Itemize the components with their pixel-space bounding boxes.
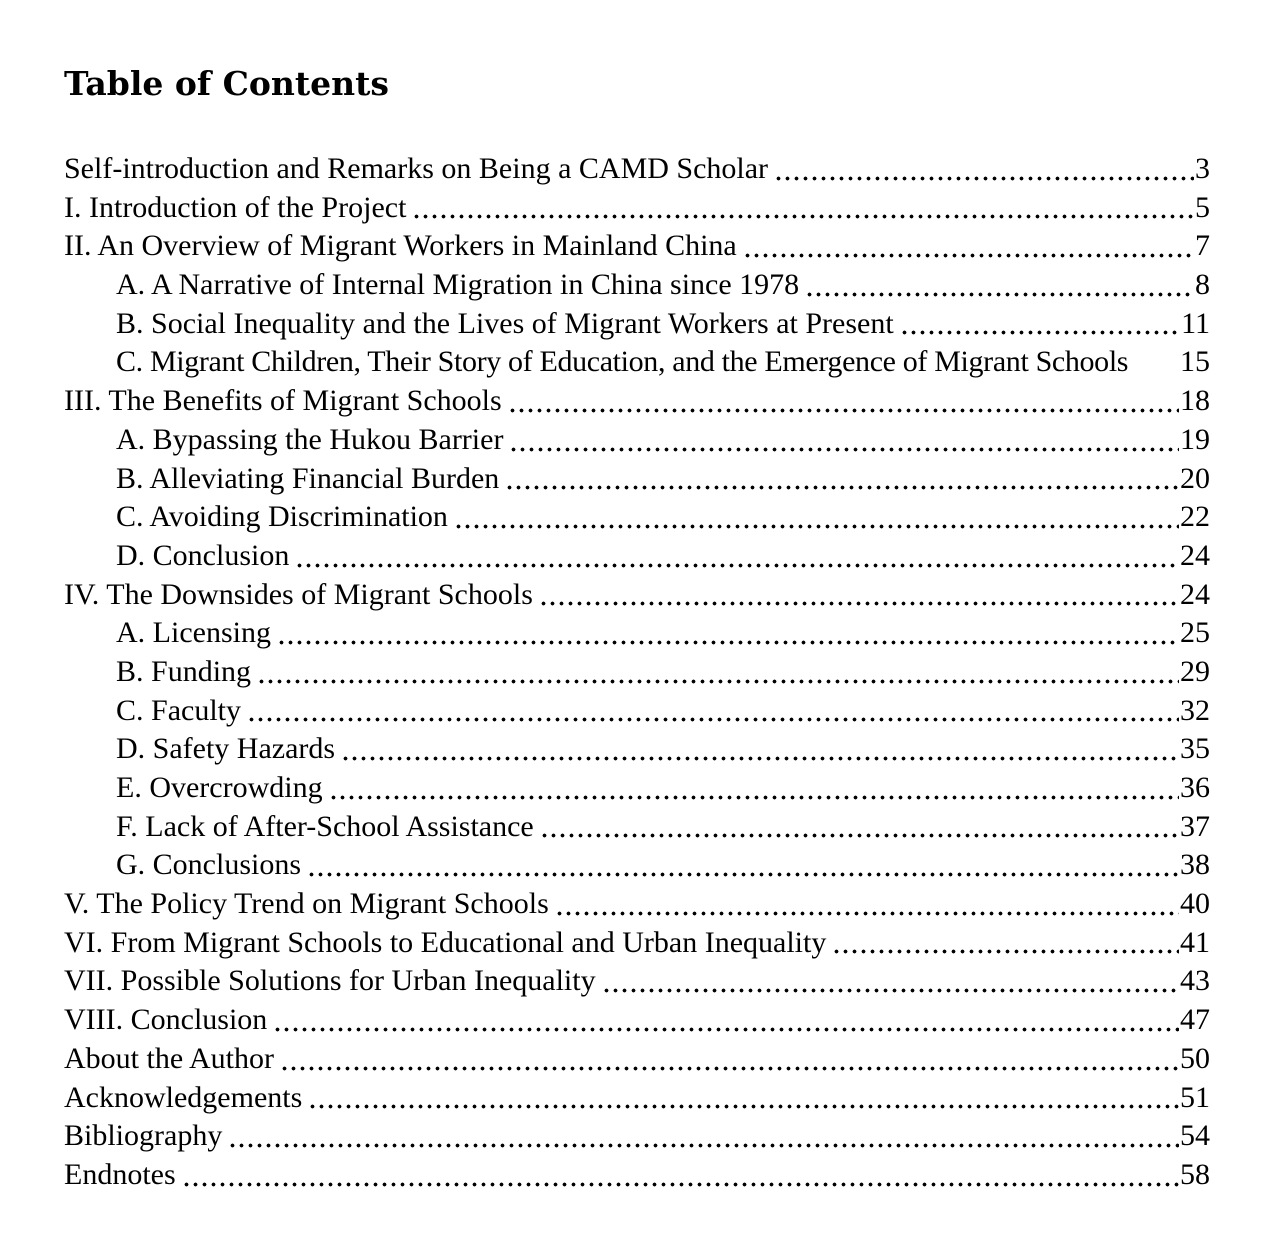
toc-entry-page: 37 [1180, 809, 1210, 843]
toc-entry-page: 40 [1180, 887, 1210, 921]
toc-entry-label: IV. The Downsides of Migrant Schools [64, 577, 533, 611]
dot-leader-icon [743, 227, 1194, 266]
dot-leader-icon [505, 460, 1179, 499]
toc-entry-page: 41 [1180, 925, 1210, 959]
toc-entry-label: A. Bypassing the Hukou Barrier [116, 422, 504, 456]
dot-leader-icon [900, 305, 1180, 344]
toc-list [64, 150, 1210, 1195]
toc-entry[interactable] [64, 962, 1210, 1001]
dot-leader-icon [277, 614, 1179, 653]
toc-entry[interactable] [64, 924, 1210, 963]
toc-entry-label: C. Faculty [116, 693, 241, 727]
dot-leader-icon [257, 653, 1179, 692]
dot-leader-icon [454, 498, 1179, 537]
toc-entry-page: 38 [1180, 848, 1210, 882]
dot-leader-icon [832, 924, 1179, 963]
toc-entry-page: 25 [1180, 616, 1210, 650]
toc-entry-label: V. The Policy Trend on Migrant Schools [64, 887, 549, 921]
toc-entry-page: 47 [1180, 1003, 1210, 1037]
toc-entry[interactable] [64, 808, 1210, 847]
toc-entry[interactable] [64, 343, 1210, 382]
dot-leader-icon [1128, 343, 1179, 382]
toc-entry-page: 35 [1180, 732, 1210, 766]
toc-entry-label: G. Conclusions [116, 848, 302, 882]
dot-leader-icon [341, 730, 1179, 769]
toc-entry-page: 32 [1180, 693, 1210, 727]
dot-leader-icon [412, 189, 1194, 228]
dot-leader-icon [280, 1040, 1179, 1079]
toc-entry[interactable] [64, 885, 1210, 924]
toc-entry-page: 22 [1180, 500, 1210, 534]
dot-leader-icon [805, 266, 1194, 305]
toc-entry-label: B. Funding [116, 654, 252, 688]
toc-entry[interactable] [64, 730, 1210, 769]
toc-entry[interactable] [64, 769, 1210, 808]
toc-entry-page: 20 [1180, 461, 1210, 495]
toc-entry[interactable] [64, 305, 1210, 344]
toc-entry-page: 36 [1180, 771, 1210, 804]
toc-entry[interactable] [64, 382, 1210, 421]
toc-entry-label: I. Introduction of the Project [64, 190, 407, 224]
toc-entry-label: Self-introduction and Remarks on Being a CAMD Scholar [64, 152, 769, 185]
toc-entry-label: F. Lack of After-School Assistance [116, 809, 534, 843]
toc-entry-label: E. Overcrowding [116, 771, 323, 804]
toc-entry-label: C. Avoiding Discrimination [116, 500, 448, 534]
toc-entry-label: Bibliography [64, 1119, 223, 1153]
toc-entry-page: 24 [1180, 538, 1210, 572]
toc-entry-page: 7 [1195, 229, 1210, 263]
toc-entry-page: 29 [1180, 654, 1210, 688]
toc-entry[interactable] [64, 227, 1210, 266]
toc-entry-page: 8 [1195, 268, 1210, 302]
toc-entry-page: 43 [1180, 964, 1210, 998]
dot-leader-icon [329, 769, 1179, 808]
toc-entry-label: D. Safety Hazards [116, 732, 336, 766]
toc-entry-label: VII. Possible Solutions for Urban Inequality [64, 964, 596, 998]
toc-entry-label: A. A Narrative of Internal Migration in China since 1978 [116, 268, 800, 302]
toc-entry-page: 50 [1180, 1041, 1210, 1075]
toc-entry[interactable] [64, 1001, 1210, 1040]
dot-leader-icon [247, 692, 1179, 731]
toc-entry-label: Endnotes [64, 1157, 176, 1191]
toc-entry[interactable] [64, 460, 1210, 499]
toc-entry-label: Acknowledgements [64, 1080, 303, 1114]
toc-entry-page: 3 [1195, 152, 1210, 185]
toc-entry-page: 19 [1180, 422, 1210, 456]
toc-entry-page: 51 [1180, 1080, 1210, 1114]
dot-leader-icon [555, 885, 1179, 924]
toc-entry[interactable] [64, 1156, 1210, 1195]
toc-entry-label: VI. From Migrant Schools to Educational and Urban Inequality [64, 925, 827, 959]
dot-leader-icon [307, 846, 1179, 885]
toc-entry[interactable] [64, 498, 1210, 537]
toc-entry[interactable] [64, 1117, 1210, 1156]
dot-leader-icon [509, 421, 1179, 460]
toc-entry[interactable] [64, 653, 1210, 692]
dot-leader-icon [273, 1001, 1179, 1040]
toc-entry-label: B. Social Inequality and the Lives of Migrant Workers at Present [116, 306, 894, 340]
dot-leader-icon [539, 576, 1179, 615]
toc-entry[interactable] [64, 1040, 1210, 1079]
toc-entry-label: About the Author [64, 1041, 274, 1075]
toc-entry-label: D. Conclusion [116, 538, 290, 572]
dot-leader-icon [540, 808, 1179, 847]
toc-entry-label: C. Migrant Children, Their Story of Education, and the Emergence of Migrant Schools [116, 345, 1129, 379]
toc-entry[interactable] [64, 1079, 1210, 1118]
toc-entry-page: 24 [1180, 577, 1210, 611]
dot-leader-icon [308, 1079, 1179, 1118]
dot-leader-icon [228, 1117, 1179, 1156]
toc-entry[interactable] [64, 150, 1210, 189]
dot-leader-icon [602, 962, 1179, 1001]
toc-entry[interactable] [64, 537, 1210, 576]
toc-entry[interactable] [64, 846, 1210, 885]
toc-entry-label: VIII. Conclusion [64, 1003, 268, 1037]
toc-entry-page: 18 [1180, 384, 1210, 418]
page-title: Table of Contents [64, 64, 389, 103]
toc-entry[interactable] [64, 614, 1210, 653]
toc-entry[interactable] [64, 189, 1210, 228]
toc-entry-label: III. The Benefits of Migrant Schools [64, 384, 502, 418]
toc-entry-page: 58 [1180, 1157, 1210, 1191]
dot-leader-icon [182, 1156, 1179, 1195]
toc-entry-page: 54 [1180, 1119, 1210, 1153]
dot-leader-icon [295, 537, 1179, 576]
toc-entry[interactable] [64, 421, 1210, 460]
toc-entry-label: B. Alleviating Financial Burden [116, 461, 500, 495]
toc-entry-page: 11 [1181, 306, 1210, 340]
toc-entry-label: A. Licensing [116, 616, 271, 650]
dot-leader-icon [508, 382, 1179, 421]
toc-entry[interactable] [64, 576, 1210, 615]
toc-entry-label: II. An Overview of Migrant Workers in Mainland China [64, 229, 737, 263]
toc-entry[interactable] [64, 266, 1210, 305]
toc-entry-page: 15 [1180, 345, 1210, 379]
toc-entry-page: 5 [1195, 190, 1210, 224]
toc-entry[interactable] [64, 692, 1210, 731]
dot-leader-icon [774, 150, 1194, 189]
